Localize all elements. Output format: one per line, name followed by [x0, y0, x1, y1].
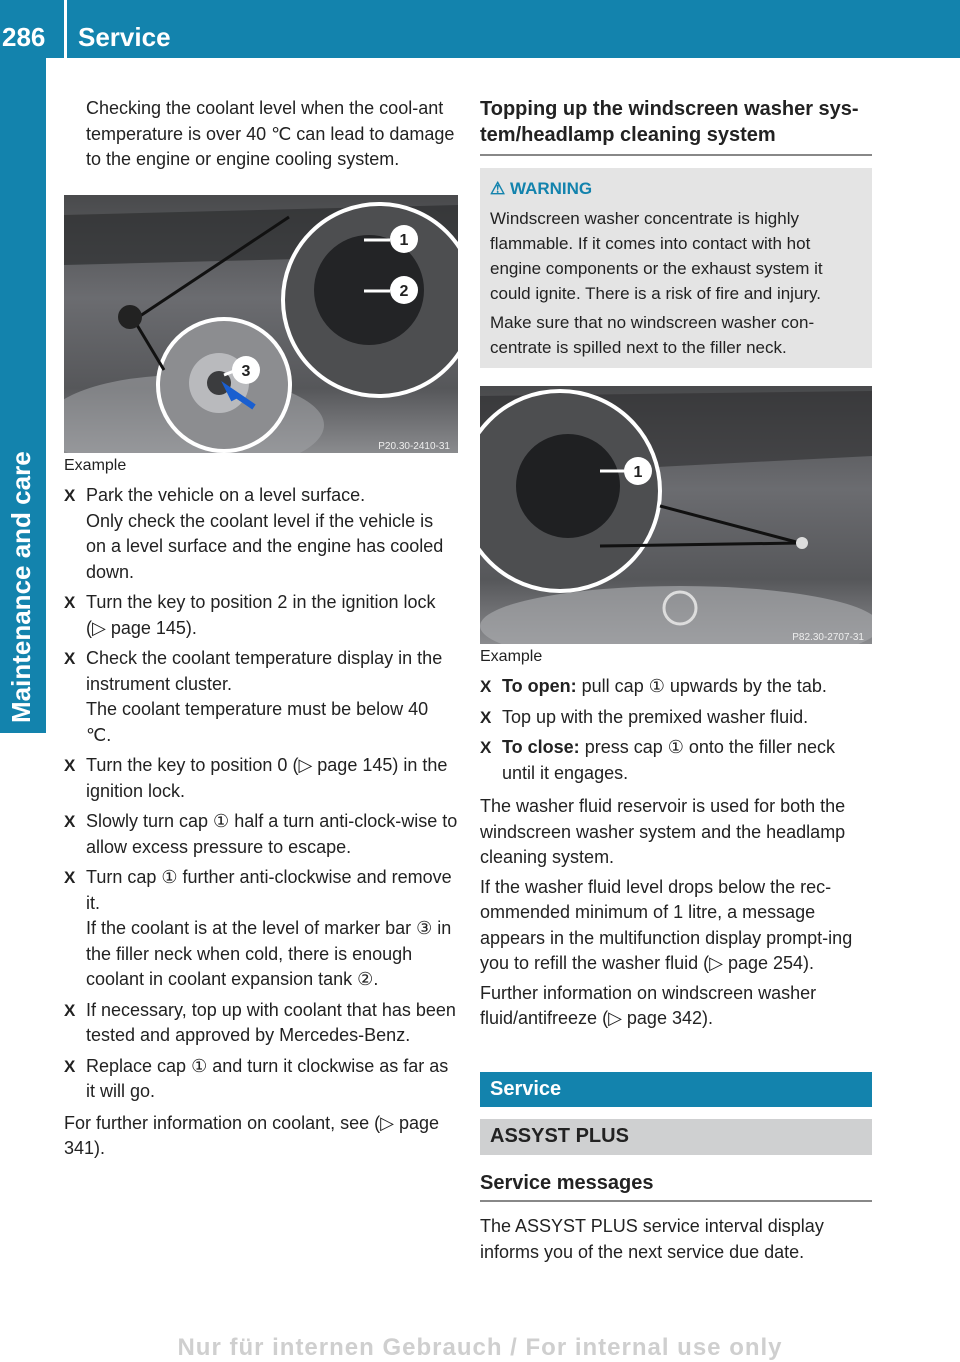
coolant-step: X Park the vehicle on a level surface. Only check the coolant level if the vehicle is on a level surface and the engine has cooled down.: [64, 485, 444, 582]
warning-text: Make sure that no windscreen washer con-centrate is spilled next to the filler neck.: [490, 312, 815, 357]
image-code: P20.30-2410-31: [378, 440, 450, 452]
washer-paragraph: Further information on windscreen washer fluid/antifreeze (▷ page 342).: [480, 982, 817, 1028]
page-number: 286: [2, 22, 46, 52]
section-service-bar: Service: [480, 1072, 872, 1108]
image-code: P82.30-2707-31: [792, 631, 864, 643]
section-side-tab: [0, 58, 46, 733]
washer-step: X Top up with the premixed washer fluid.: [480, 705, 872, 731]
washer-heading: Topping up the windscreen washer sys-tem/headlamp cleaning system: [480, 96, 872, 156]
step-marker-icon: X: [64, 1000, 76, 1020]
washer-step: X To close: press cap ① onto the filler neck until it engages.: [480, 737, 835, 783]
warning-title: ⚠ WARNING: [490, 179, 593, 198]
right-column: [480, 96, 872, 1265]
page-header: [0, 0, 960, 58]
coolant-step: X Turn cap ① further anti-clockwise and remove it. If the coolant is at the level of marker bar ③ in the filler neck when cold, there is enough coolant in coolant expansion tank ②.: [64, 867, 452, 989]
washer-caption: Example: [480, 647, 543, 665]
coolant-illustration: [64, 195, 458, 453]
left-column: [64, 96, 458, 1162]
step-marker-icon: X: [480, 707, 492, 727]
washer-illustration: [480, 386, 872, 644]
coolant-outro: For further information on coolant, see (▷ page 341).: [64, 1112, 440, 1158]
step-marker-icon: X: [480, 677, 492, 696]
assyst-paragraph: The ASSYST PLUS service interval display informs you of the next service due date.: [480, 1216, 824, 1262]
step-marker-icon: X: [64, 486, 76, 505]
coolant-caption: Example: [64, 456, 127, 474]
side-tab-label: Maintenance and care: [6, 451, 36, 723]
footer-watermark: Nur für internen Gebrauch / For internal use only: [177, 1334, 783, 1361]
svg-text:3: 3: [241, 362, 251, 380]
step-marker-icon: X: [64, 1056, 76, 1076]
header-divider: [64, 0, 67, 58]
step-marker-icon: X: [480, 738, 492, 757]
svg-text:2: 2: [399, 282, 409, 300]
coolant-step: X Turn the key to position 2 in the ignition lock (▷ page 145).: [64, 592, 436, 638]
section-assyst-bar: ASSYST PLUS: [480, 1119, 872, 1155]
step-marker-icon: X: [64, 593, 76, 612]
coolant-step: X Slowly turn cap ① half a turn anti-clock-wise to allow excess pressure to escape.: [64, 811, 458, 857]
washer-step: X To open: pull cap ① upwards by the tab.: [480, 674, 872, 700]
warning-box: [480, 168, 872, 368]
step-marker-icon: X: [64, 868, 76, 887]
coolant-step: X Replace cap ① and turn it clockwise as far as it will go.: [64, 1055, 449, 1101]
svg-text:1: 1: [399, 231, 409, 249]
coolant-intro: Checking the coolant level when the cool-ant temperature is over 40 ℃ can lead to damage to the engine or engine cooling system.: [86, 98, 455, 169]
warning-text: Windscreen washer concentrate is highly flammable. If it comes into contact with hot engine components or the exhaust system it could ignite. There is a risk of fire and injury.: [490, 208, 823, 303]
warning-triangle-icon: ⚠: [490, 179, 506, 198]
coolant-step: X Turn the key to position 0 (▷ page 145) in the ignition lock.: [64, 755, 448, 801]
coolant-photo: [64, 195, 458, 453]
service-messages-heading: Service messages: [480, 1171, 872, 1203]
step-marker-icon: X: [64, 649, 76, 668]
coolant-step: X Check the coolant temperature display in the instrument cluster. The coolant temperature must be below 40 ℃.: [64, 648, 443, 745]
svg-text:1: 1: [633, 463, 643, 481]
step-marker-icon: X: [64, 756, 76, 775]
step-marker-icon: X: [64, 812, 76, 831]
page-title: Service: [78, 22, 171, 52]
coolant-step: X If necessary, top up with coolant that has been tested and approved by Mercedes-Benz.: [64, 999, 456, 1045]
washer-paragraph: The washer fluid reservoir is used for both the windscreen washer system and the headlamp cleaning system.: [480, 796, 846, 867]
washer-paragraph: If the washer fluid level drops below the rec-ommended minimum of 1 litre, a message appears in the multifunction display prompt-ing you to refill the washer fluid (▷ page 254).: [480, 876, 853, 973]
washer-photo: [480, 386, 872, 644]
